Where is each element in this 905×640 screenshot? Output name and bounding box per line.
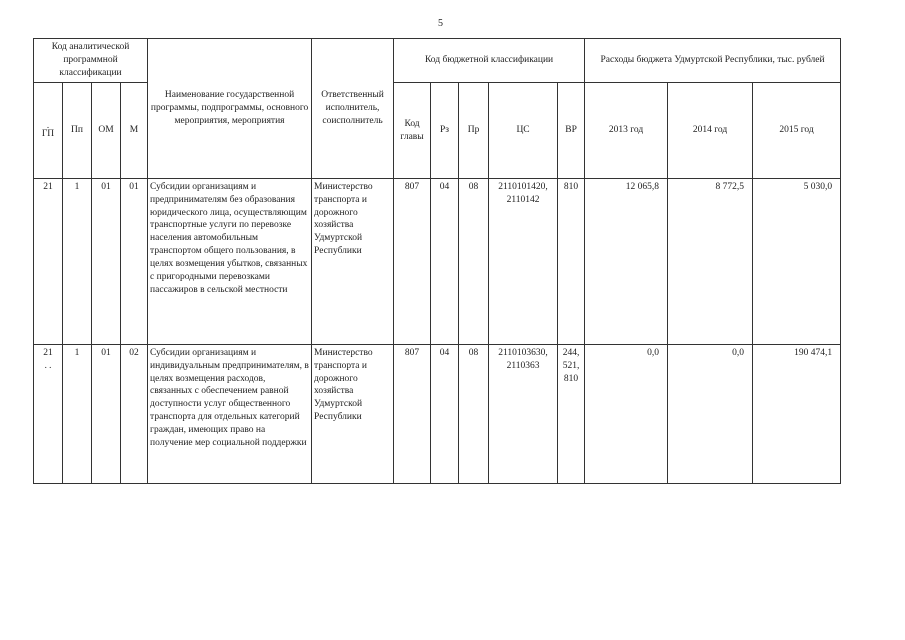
header-pp: Пп <box>63 83 92 179</box>
cell-responsible: Министерство транспорта и дорожного хозяйства Удмуртской Республики <box>312 345 394 484</box>
header-expenses: Расходы бюджета Удмуртской Республики, тыс. рублей <box>585 39 841 83</box>
header-cs: ЦС <box>489 83 558 179</box>
cell-om: 01 <box>92 345 121 484</box>
table-row <box>34 345 841 484</box>
cell-om: 01 <box>92 179 121 345</box>
cell-cs: 2110103630, 2110363 <box>489 345 558 484</box>
table-row <box>34 179 841 345</box>
cell-2015: 190 474,1 <box>753 345 841 484</box>
cell-2014: 0,0 <box>668 345 753 484</box>
header-budget-code: Код бюджетной классификации <box>394 39 585 83</box>
cell-rz: 04 <box>431 179 459 345</box>
cell-m: 01 <box>121 179 148 345</box>
cell-pp: 1 <box>63 345 92 484</box>
header-om: ОМ <box>92 83 121 179</box>
cell-cs: 2110101420, 2110142 <box>489 179 558 345</box>
cell-2013: 0,0 <box>585 345 668 484</box>
header-2015: 2015 год <box>753 83 841 179</box>
header-name: Наименование государственной программы, подпрограммы, основного мероприятия, мероприятия <box>148 39 312 179</box>
cell-2015: 5 030,0 <box>753 179 841 345</box>
cell-gp-value: 21 <box>43 348 53 358</box>
header-gp-mark: . <box>46 120 50 131</box>
cell-name: Субсидии организациям и индивидуальным предпринимателям, в целях возмещения расходов, связанных с обеспечением равной доступности услуг общественного транспорта для отдельных категорий граждан, имеющих право на получение мер социальной поддержки <box>148 345 312 484</box>
cell-name: Субсидии организациям и предпринимателям без образования юридического лица, осуществляющим транспортные услуги по перевозке населения автомобильным транспортом общего пользования, в целях возмещения убытков, связанных с пригородными перевозками пассажиров в сельской местности <box>148 179 312 345</box>
cell-responsible: Министерство транспорта и дорожного хозяйства Удмуртской Республики <box>312 179 394 345</box>
cell-2014: 8 772,5 <box>668 179 753 345</box>
header-responsible: Ответственный исполнитель, соисполнитель <box>312 39 394 179</box>
header-m: М <box>121 83 148 179</box>
header-pr: Пр <box>459 83 489 179</box>
page-number: 5 <box>438 18 443 29</box>
header-gp <box>34 83 63 179</box>
cell-pr: 08 <box>459 179 489 345</box>
header-row-1 <box>34 39 841 83</box>
header-2013: 2013 год <box>585 83 668 179</box>
header-vr: ВР <box>558 83 585 179</box>
cell-vr: 810 <box>558 179 585 345</box>
cell-pr: 08 <box>459 345 489 484</box>
header-kod-glavy: Код главы <box>394 83 431 179</box>
cell-kod-glavy: 807 <box>394 345 431 484</box>
header-rz: Рз <box>431 83 459 179</box>
cell-gp: 21 <box>34 179 63 345</box>
cell-gp-dots: . . <box>44 359 52 370</box>
cell-2013: 12 065,8 <box>585 179 668 345</box>
cell-gp <box>34 345 63 484</box>
cell-rz: 04 <box>431 345 459 484</box>
cell-pp: 1 <box>63 179 92 345</box>
header-analytic-code: Код аналитической программной классификации <box>34 39 148 83</box>
cell-vr: 244, 521, 810 <box>558 345 585 484</box>
header-gp-label: ГП <box>41 129 55 140</box>
header-2014: 2014 год <box>668 83 753 179</box>
budget-table <box>33 38 841 484</box>
cell-m: 02 <box>121 345 148 484</box>
cell-kod-glavy: 807 <box>394 179 431 345</box>
